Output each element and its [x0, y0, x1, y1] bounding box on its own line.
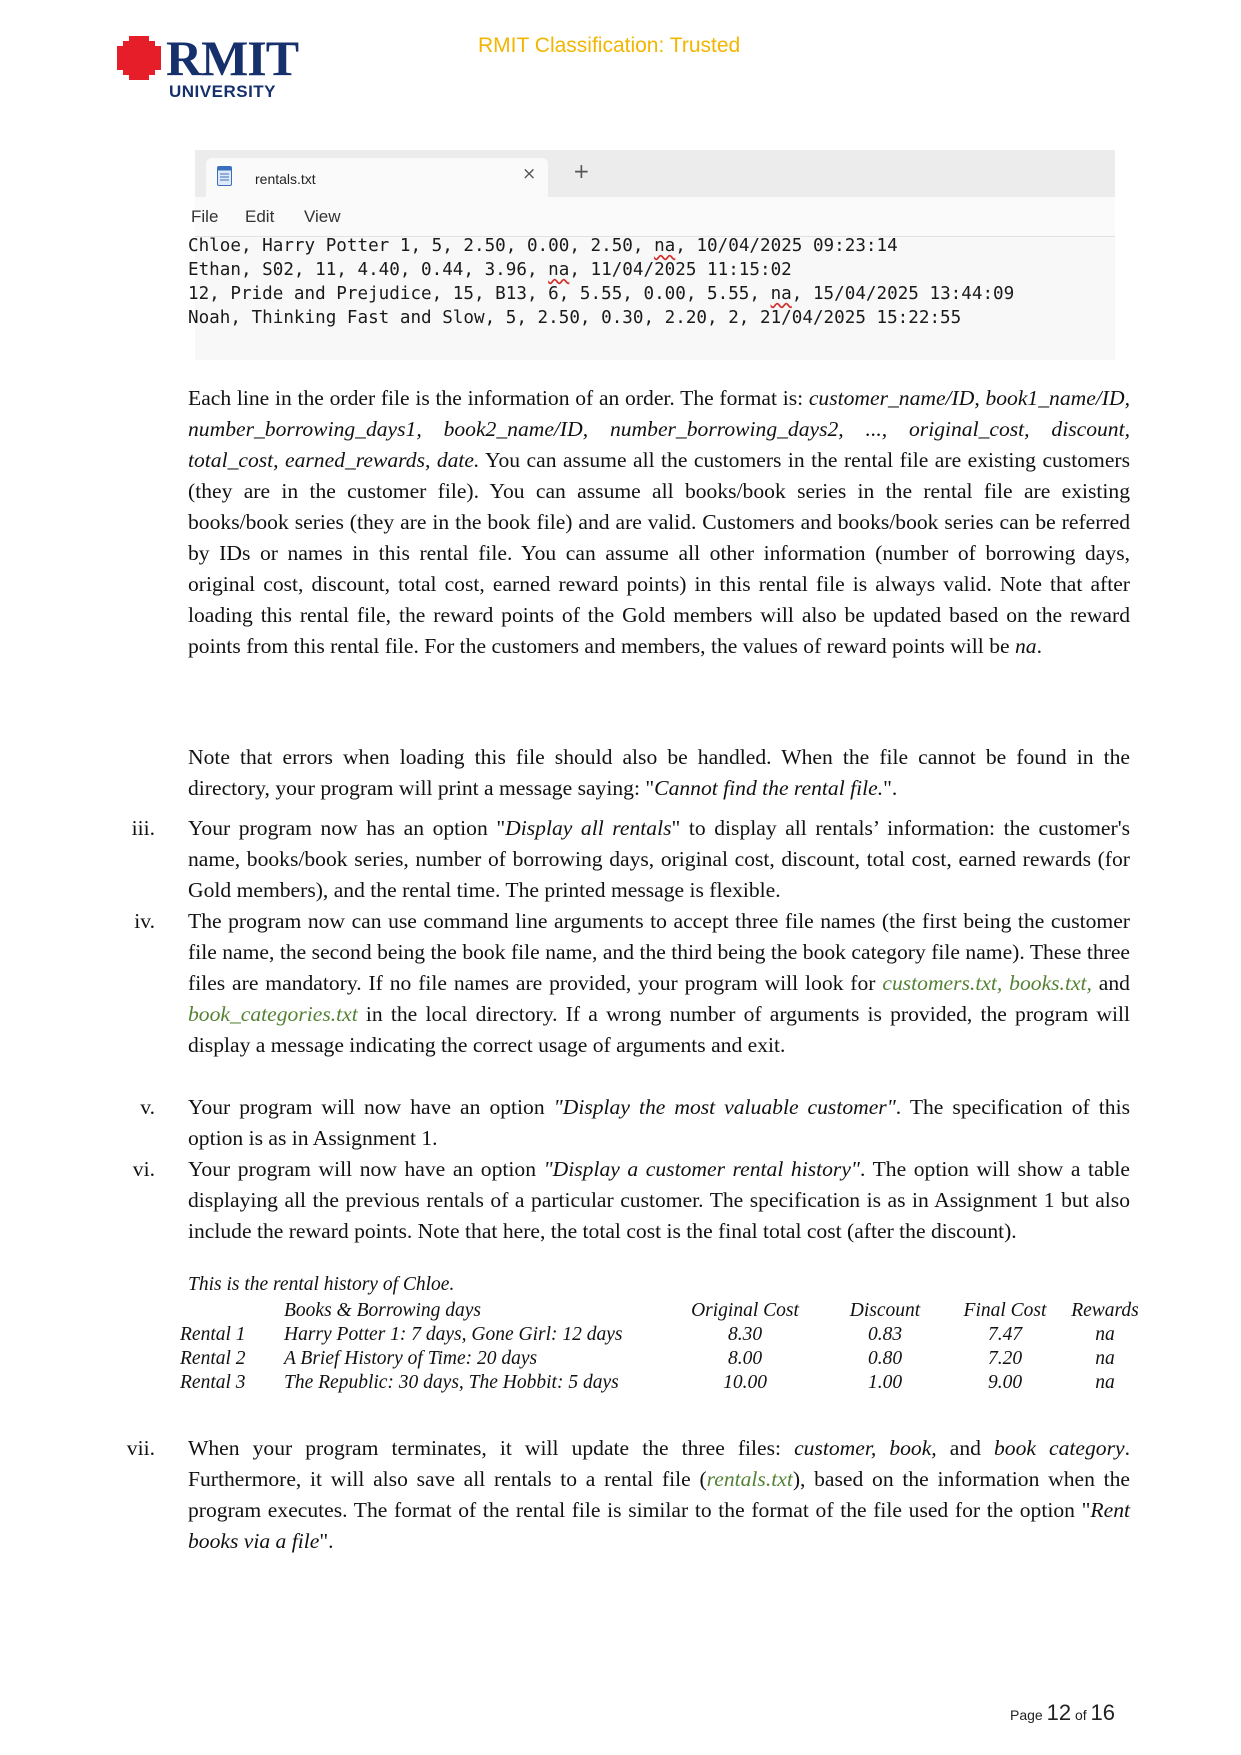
item-number: vi.	[132, 1157, 155, 1181]
rewards-cell: na	[1095, 1348, 1115, 1369]
logo-name: RMIT	[166, 30, 299, 86]
original-cost-cell: 10.00	[723, 1372, 767, 1393]
notepad-window	[188, 150, 1115, 360]
classification-label: RMIT Classification: Trusted	[478, 34, 741, 57]
header-rewards: Rewards	[1071, 1300, 1139, 1321]
rental-label: Rental 3	[180, 1372, 246, 1393]
discount-cell: 0.80	[867, 1348, 903, 1369]
error-handling-paragraph: Note that errors when loading this file should also be handled. When the file cannot be found in the directory, your program will print a message saying: "Cannot find the rental file.".	[188, 745, 1130, 800]
original-cost-cell: 8.30	[727, 1324, 763, 1345]
item-number: iv.	[134, 909, 155, 933]
table-row	[180, 1323, 1130, 1347]
books-cell: Harry Potter 1: 7 days, Gone Girl: 12 days	[284, 1324, 623, 1345]
logo-university: UNIVERSITY	[169, 82, 277, 101]
books-cell: A Brief History of Time: 20 days	[284, 1348, 538, 1369]
table-row	[180, 1371, 1130, 1395]
tab-title: rentals.txt	[255, 171, 316, 187]
rental-label: Rental 2	[180, 1348, 246, 1369]
item-text: Your program will now have an option "Display a customer rental history". The option will show a table displaying all the previous rentals of a particular customer. The specification is as in Assignment 1 but also include the reward points. Note that here, the total cost is the final total cost (after the discount).	[188, 1157, 1130, 1243]
menu-bar	[191, 197, 1115, 237]
rental-file-format-paragraph: Each line in the order file is the information of an order. The format is: customer_name/ID, book1_name/ID, number_borrowing_days1, book2_name/ID, number_borrowing_days2, ..., original_cost, discount, total_cost, earned_rewards, date. You can assume all the customers in the rental file are existing customers (they are in the customer file). You can assume all books/book series in the rental file are existing books/book series (they are in the book file) and are valid. Customers and books/book series can be referred by IDs or names in this rental file. You can assume all other information (number of borrowing days, original cost, discount, total cost, earned reward points) in this rental file is always valid. Note that after loading this rental file, the reward points of the Gold members will also be updated based on the reward points from this rental file. For the customers and members, the values of reward points will be na.	[188, 386, 1130, 658]
item-number: iii.	[131, 816, 155, 840]
item-text: When your program terminates, it will update the three files: customer, book, and book category. Furthermore, it will also save all rentals to a rental file (rentals.txt), based on the information when the program executes. The format of the rental file is similar to the format of the file used for the option "Rent books via a file".	[188, 1436, 1130, 1553]
new-tab-icon[interactable]: +	[573, 159, 590, 183]
menu-view[interactable]: View	[304, 207, 341, 226]
discount-cell: 0.83	[867, 1324, 903, 1345]
rewards-cell: na	[1095, 1324, 1115, 1345]
item-number: v.	[140, 1095, 155, 1119]
final-cost-cell: 7.47	[987, 1324, 1023, 1345]
rmit-pixel-mark-icon	[117, 36, 161, 80]
menu-file[interactable]: File	[191, 207, 219, 226]
original-cost-cell: 8.00	[727, 1348, 763, 1369]
item-text: The program now can use command line arguments to accept three file names (the first being the customer file name, the second being the book file name, and the third being the book category file name). These three files are mandatory. If no file names are provided, your program will look for customers.txt, books.txt, and book_categories.txt in the local directory. If a wrong number of arguments is provided, the program will display a message indicating the correct usage of arguments and exit.	[188, 909, 1130, 1057]
discount-cell: 1.00	[867, 1372, 903, 1393]
books-cell: The Republic: 30 days, The Hobbit: 5 days	[284, 1372, 619, 1393]
tab-bar	[195, 150, 1115, 197]
page-number: Page 12 of 16	[1010, 1700, 1116, 1725]
final-cost-cell: 9.00	[987, 1372, 1023, 1393]
text-line: Noah, Thinking Fast and Slow, 5, 2.50, 0.30, 2.20, 2, 21/04/2025 15:22:55	[188, 308, 962, 328]
item-number: vii.	[126, 1436, 155, 1460]
rmit-logo	[117, 30, 299, 104]
menu-edit[interactable]: Edit	[245, 207, 275, 226]
item-text: Your program will now have an option "Display the most valuable customer". The specification of this option is as in Assignment 1.	[188, 1095, 1130, 1150]
header-original-cost: Original Cost	[691, 1300, 799, 1321]
history-caption: This is the rental history of Chloe.	[188, 1274, 455, 1295]
item-text: Your program now has an option "Display all rentals" to display all rentals’ information: the customer's name, books/book series, number of borrowing days, original cost, discount, total cost, earned rewards (for Gold members), and the rental time. The printed message is flexible.	[188, 816, 1130, 902]
tab-rentals[interactable]	[206, 158, 548, 197]
final-cost-cell: 7.20	[987, 1348, 1023, 1369]
header-books: Books & Borrowing days	[284, 1300, 481, 1321]
notepad-file-icon	[217, 166, 232, 186]
history-header-row	[180, 1299, 1139, 1323]
text-editor-content[interactable]	[188, 234, 1014, 330]
close-tab-icon[interactable]: ×	[522, 164, 537, 184]
text-line: Ethan, S02, 11, 4.40, 0.44, 3.96, na, 11/04/2025 11:15:02	[188, 260, 792, 280]
rewards-cell: na	[1095, 1372, 1115, 1393]
text-line: 12, Pride and Prejudice, 15, B13, 6, 5.55, 0.00, 5.55, na, 15/04/2025 13:44:09	[188, 284, 1015, 304]
rental-label: Rental 1	[180, 1324, 246, 1345]
text-line: Chloe, Harry Potter 1, 5, 2.50, 0.00, 2.50, na, 10/04/2025 09:23:14	[188, 236, 898, 256]
header-discount: Discount	[849, 1300, 921, 1321]
table-row	[180, 1347, 1130, 1371]
header-final-cost: Final Cost	[963, 1300, 1047, 1321]
